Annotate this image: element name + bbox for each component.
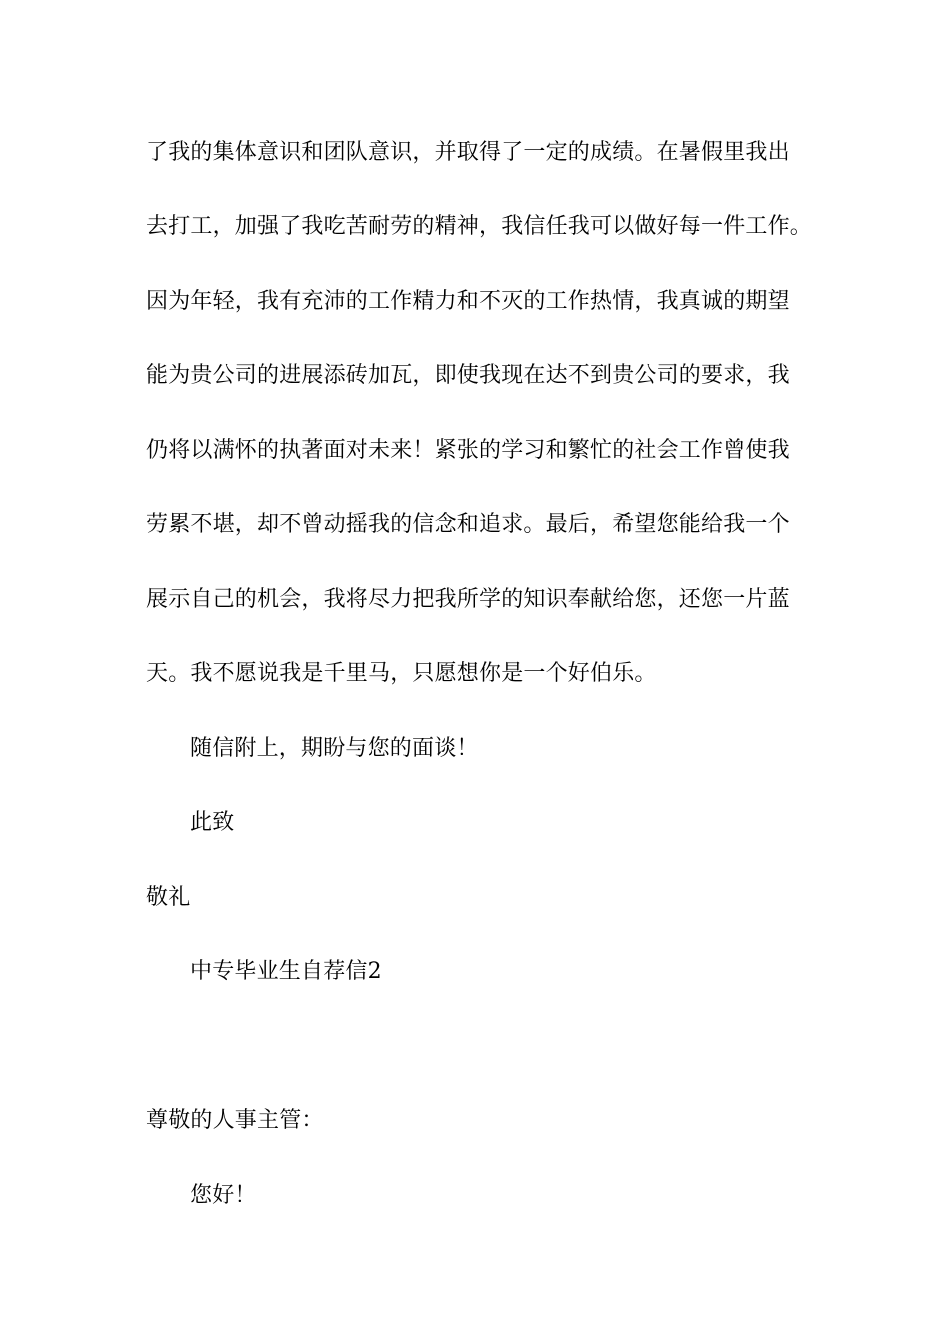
body-line-6: 劳累不堪，却不曾动摇我的信念和追求。最后，希望您能给我一个 [146,512,790,537]
body-line-2: 去打工，加强了我吃苦耐劳的精神，我信任我可以做好每一件工作。 [146,214,813,239]
body-line-7: 展示自己的机会，我将尽力把我所学的知识奉献给您，还您一片蓝 [146,587,790,612]
closing-line: 随信附上，期盼与您的面谈！ [190,736,479,761]
greeting-line: 尊敬的人事主管： [146,1108,324,1133]
body-line-4: 能为贵公司的进展添砖加瓦，即使我现在达不到贵公司的要求，我 [146,363,790,388]
section-title: 中专毕业生自荐信2 [190,959,382,984]
body-line-8: 天。我不愿说我是千里马，只愿想你是一个好伯乐。 [146,661,657,686]
salutation-jingli: 敬礼 [146,885,191,910]
hello-line: 您好！ [190,1183,257,1208]
body-line-5: 仍将以满怀的执著面对未来！紧张的学习和繁忙的社会工作曾使我 [146,438,790,463]
salutation-cizhi: 此致 [190,810,235,835]
body-line-1: 了我的集体意识和团队意识，并取得了一定的成绩。在暑假里我出 [146,140,790,165]
body-line-3: 因为年轻，我有充沛的工作精力和不灭的工作热情，我真诚的期望 [146,289,790,314]
